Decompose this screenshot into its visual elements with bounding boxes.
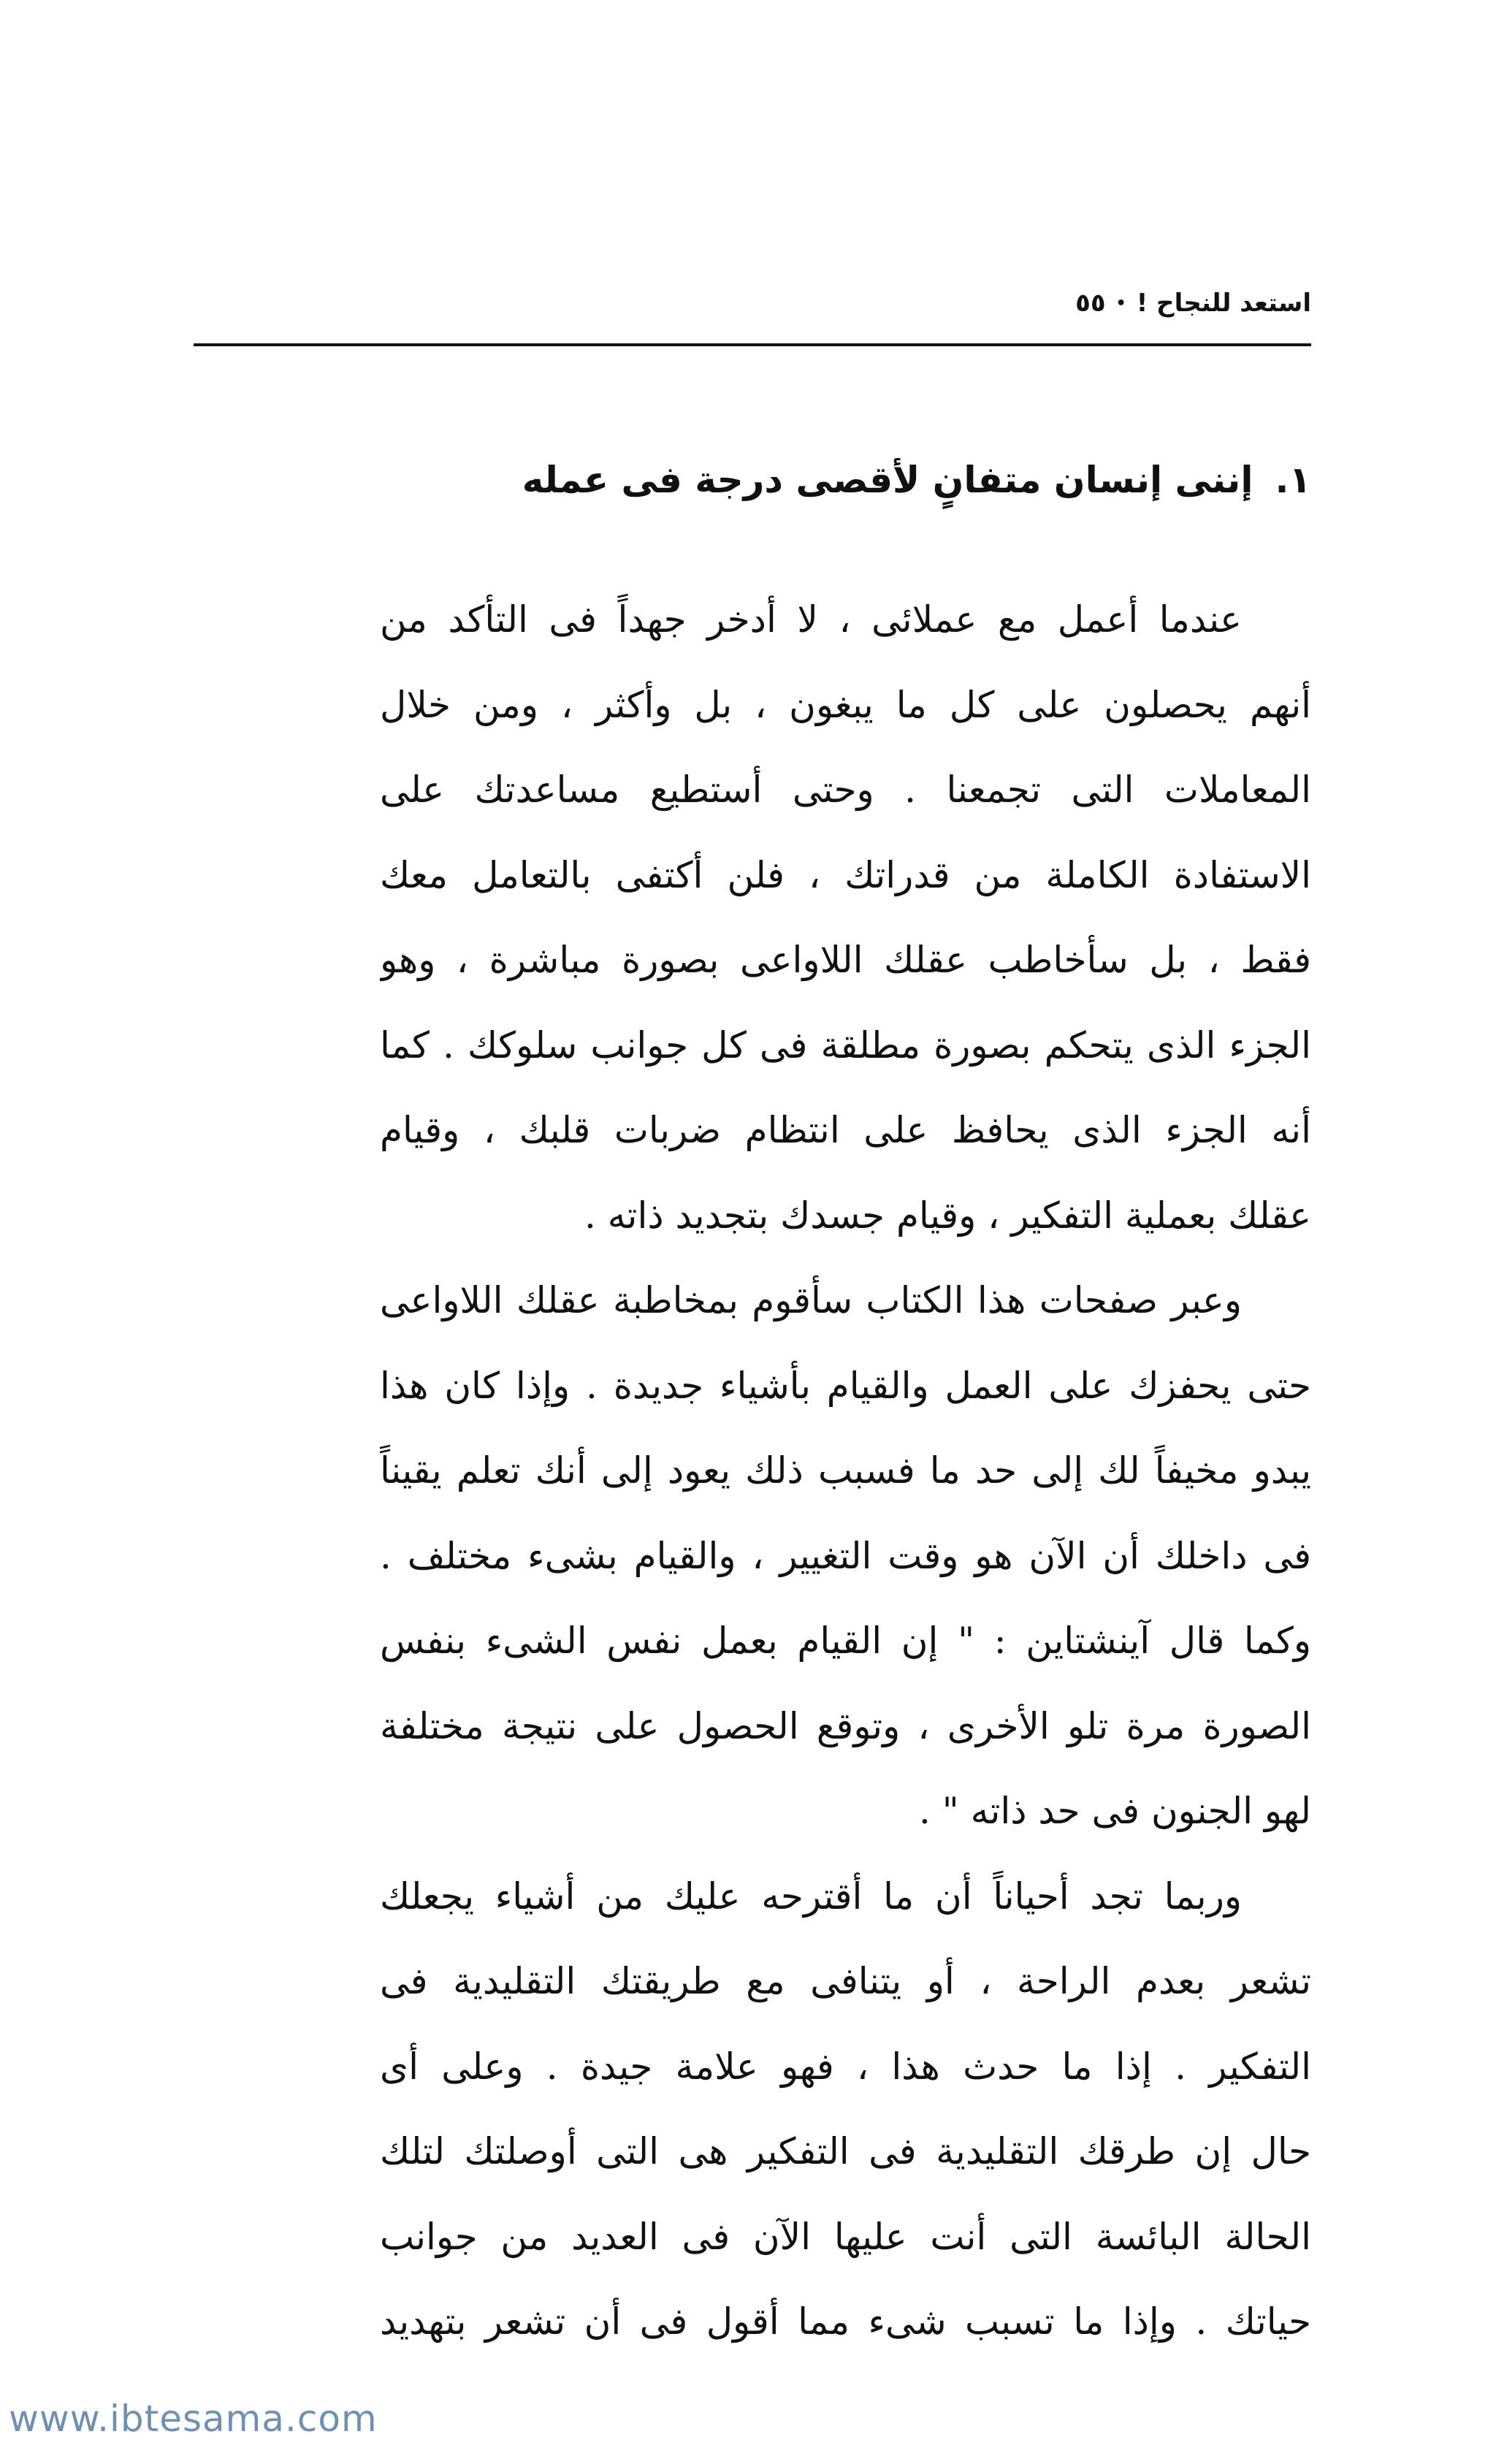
running-header bbox=[194, 281, 1311, 325]
section-title: إننى إنسان متفانٍ لأقصى درجة فى عمله bbox=[522, 459, 1253, 501]
text-line: الجزء الذى يتحكم بصورة مطلقة فى كل جوانب سلوكك . كما bbox=[380, 1023, 1311, 1067]
text-line: فقط ، بل سأخاطب عقلك اللاواعى بصورة مباشرة ، وهو bbox=[380, 939, 1311, 981]
text-line: التفكير . إذا ما حدث هذا ، فهو علامة جيدة . وعلى أى bbox=[380, 2045, 1311, 2088]
text-line: عقلك بعملية التفكير ، وقيام جسدك بتجديد ذاته . bbox=[584, 1194, 1311, 1237]
section-heading bbox=[194, 447, 1311, 513]
page-number: ٥٥ bbox=[1075, 289, 1106, 318]
book-title: استعد للنجاح ! bbox=[1136, 289, 1311, 318]
text-line: عندما أعمل مع عملائى ، لا أدخر جهداً فى التأكد من bbox=[380, 598, 1242, 641]
text-line: وربما تجد أحياناً أن ما أقترحه عليك من أشياء يجعلك bbox=[380, 1874, 1242, 1918]
text-line: الاستفادة الكاملة من قدراتك ، فلن أكتفى بالتعامل معك bbox=[380, 853, 1311, 896]
text-line: يبدو مخيفاً لك إلى حد ما فسبب ذلك يعود إلى أنك تعلم يقيناً bbox=[380, 1449, 1311, 1492]
watermark: www.ibtesama.com bbox=[9, 2398, 378, 2440]
text-line: لهو الجنون فى حد ذاته " . bbox=[918, 1790, 1311, 1832]
body-text bbox=[380, 577, 1311, 2365]
text-line: وكما قال آينشتاين : " إن القيام بعمل نفس الشىء بنفس bbox=[380, 1620, 1311, 1662]
text-line: الصورة مرة تلو الأخرى ، وتوقع الحصول على نتيجة مختلفة bbox=[380, 1704, 1311, 1747]
text-line: حتى يحفزك على العمل والقيام بأشياء جديدة . وإذا كان هذا bbox=[380, 1364, 1311, 1407]
text-line: أنه الجزء الذى يحافظ على انتظام ضربات قلبك ، وقيام bbox=[380, 1109, 1311, 1151]
header-rule bbox=[194, 343, 1311, 346]
text-line: حال إن طرقك التقليدية فى التفكير هى التى أوصلتك لتلك bbox=[380, 2130, 1311, 2173]
text-line: أنهم يحصلون على كل ما يبغون ، بل وأكثر ، ومن خلال bbox=[380, 683, 1311, 726]
text-line: فى داخلك أن الآن هو وقت التغيير ، والقيام بشىء مختلف . bbox=[380, 1534, 1311, 1577]
text-line: الحالة البائسة التى أنت عليها الآن فى العديد من جوانب bbox=[380, 2215, 1311, 2258]
section-number: ١. bbox=[1275, 459, 1311, 501]
text-line: تشعر بعدم الراحة ، أو يتنافى مع طريقتك التقليدية فى bbox=[380, 1960, 1311, 2002]
text-line: وعبر صفحات هذا الكتاب سأقوم بمخاطبة عقلك اللاواعى bbox=[380, 1279, 1242, 1321]
header-separator: • bbox=[1115, 294, 1126, 313]
text-line: حياتك . وإذا ما تسبب شىء مما أقول فى أن تشعر بتهديد bbox=[380, 2300, 1311, 2343]
text-line: المعاملات التى تجمعنا . وحتى أستطيع مساعدتك على bbox=[380, 768, 1311, 811]
